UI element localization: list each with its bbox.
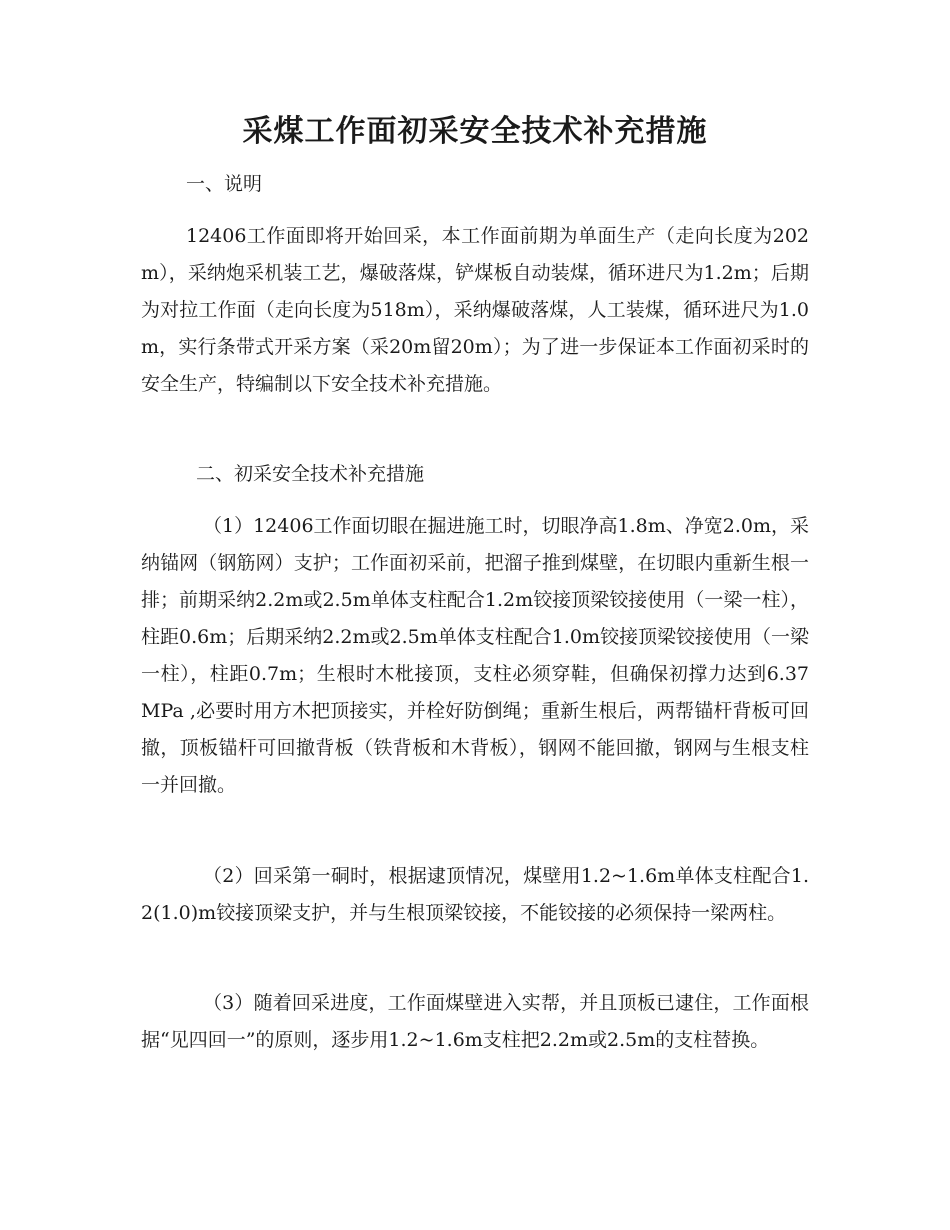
section-heading-measures: 二、初采安全技术补充措施 — [196, 463, 425, 485]
document-title: 采煤工作面初采安全技术补充措施 — [242, 114, 708, 149]
paragraph-measure-1: （1）12406工作面切眼在掘进施工时，切眼净高1.8m、净宽2.0m，采纳锚网（钢筋网）支护；工作面初采前，把溜子推到煤壁，在切眼内重新生根一排；前期采纳2.2m或2.5m单体支柱配合1.2m铰接顶梁铰接使用（一梁一柱），柱距0.6m；后期采纳2.2m或2.5m单体支柱配合1.0m铰接顶梁铰接使用（一梁一柱），柱距0.7m；生根时木枇接顶，支柱必须穿鞋，但确保初撑力达到6.37MPa ,必要时用方木把顶接实，并栓好防倒绳；重新生根后，两帮锚杆背板可回撤，顶板锚杆可回撤背板（铁背板和木背板），钢网不能回撤，钢网与生根支柱一并回撤。 — [141, 515, 809, 796]
section-heading-explanation: 一、说明 — [186, 173, 263, 195]
paragraph-measure-3: （3）随着回采进度，工作面煤壁进入实帮，并且顶板已逮住，工作面根据“见四回一”的原则，逐步用1.2~1.6m支柱把2.2m或2.5m的支柱替换。 — [141, 992, 809, 1051]
paragraph-explanation: 12406工作面即将开始回采，本工作面前期为单面生产（走向长度为202m），采纳炮采机装工艺，爆破落煤，铲煤板自动装煤，循环进尺为1.2m；后期为对拉工作面（走向长度为518m），采纳爆破落煤，人工装煤，循环进尺为1.0m，实行条带式开采方案（采20m留20m）；为了进一步保证本工作面初采时的安全生产，特编制以下安全技术补充措施。 — [141, 225, 809, 395]
paragraph-measure-2: （2）回采第一硐时，根据逮顶情况，煤壁用1.2~1.6m单体支柱配合1.2(1.0)m铰接顶梁支护，并与生根顶梁铰接，不能铰接的必须保持一梁两柱。 — [141, 865, 809, 924]
